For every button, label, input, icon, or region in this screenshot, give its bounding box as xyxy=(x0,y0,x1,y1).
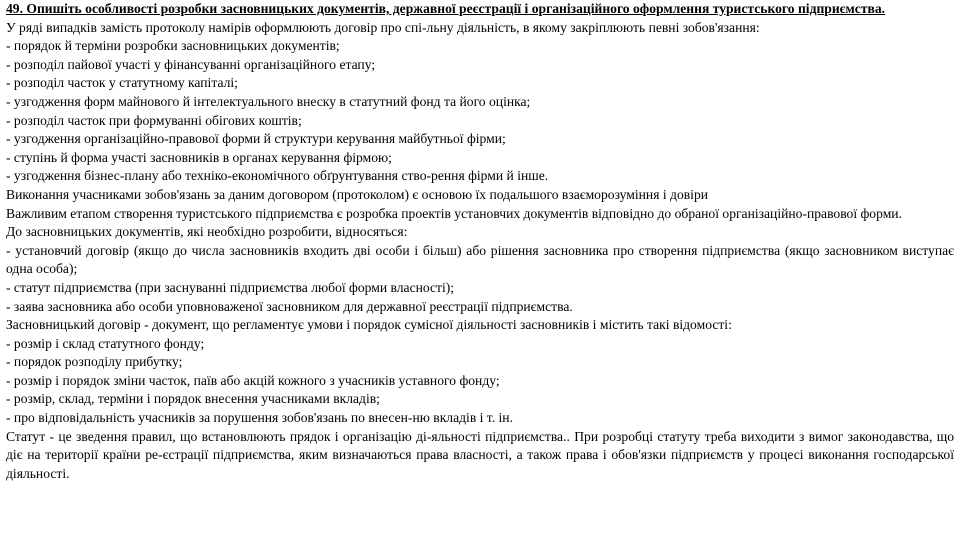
paragraph-statute: Статут - це зведення правил, що встановлюють прядок і організацію ді-яльності підприємства.. При розробці статуту треба виходити з вимог законодавства, що діє на території країни ре-єстрації підприємства, яким визначаються права власності, а також права і обов'язки підприємств у процесі виконання господарської діяльності. xyxy=(6,428,954,481)
list-item: - розмір і порядок зміни часток, паїв або акцій кожного з учасників уставного фонду; xyxy=(6,372,500,388)
paragraph-agreement-intro: У ряді випадків замість протоколу намірів оформлюють договір про спі-льну діяльність, в якому закріплюють певні зобов'язання: xyxy=(6,19,760,35)
list-item: - узгодження бізнес-плану або техніко-економічного обґрунтування ство-рення фірми й інше. xyxy=(6,168,549,184)
list-item: - розподіл часток при формуванні обігових коштів; xyxy=(6,112,302,128)
paragraph-obligations: Виконання учасниками зобов'язань за даним договором (протоколом) є основою їх подальшого взаєморозуміння і довіри xyxy=(6,186,709,202)
document-heading: 49. Опишіть особливості розробки засновницьких документів, державної реєстрації і організаційного оформлення туристського підприємства. xyxy=(6,1,886,16)
list-item: - статут підприємства (при заснуванні підприємства любої форми власності); xyxy=(6,279,455,295)
list-item: - про відповідальність учасників за порушення зобов'язань по внесен-ню вкладів і т. ін. xyxy=(6,410,513,426)
list-item: - порядок розподілу прибутку; xyxy=(6,354,183,370)
paragraph-founding-docs-stage: Важливим етапом створення туристського підприємства є розробка проектів установчих документів відповідно до обраної організаційно-правової форми. xyxy=(6,205,902,221)
list-item: - заява засновника або особи уповноваженої засновником для державної реєстрації підприємства. xyxy=(6,298,573,314)
paragraph-founding-docs-list-intro: До засновницьких документів, які необхідно розробити, відносяться: xyxy=(6,224,408,240)
list-item: - розподіл пайової участі у фінансуванні організаційного етапу; xyxy=(6,56,376,72)
list-item: - узгодження форм майнового й інтелектуального внеску в статутний фонд та його оцінка; xyxy=(6,93,531,109)
document-page xyxy=(6,0,954,483)
paragraph-founders-agreement: Засновницький договір - документ, що регламентує умови і порядок сумісної діяльності засновників і містить такі відомості: xyxy=(6,317,732,333)
list-item: - установчий договір (якщо до числа засновників входить дві особи і більш) або рішення засновника про створення підприємства (якщо засновником виступає одна особа); xyxy=(6,242,954,277)
list-item: - розмір і склад статутного фонду; xyxy=(6,335,205,351)
list-item: - розподіл часток у статутному капіталі; xyxy=(6,75,238,91)
list-item: - розмір, склад, терміни і порядок внесення учасниками вкладів; xyxy=(6,391,380,407)
list-item: - порядок й терміни розробки засновницьких документів; xyxy=(6,38,340,54)
list-item: - ступінь й форма участі засновників в органах керування фірмою; xyxy=(6,149,392,165)
list-item: - узгодження організаційно-правової форми й структури керування майбутньої фірми; xyxy=(6,131,506,147)
